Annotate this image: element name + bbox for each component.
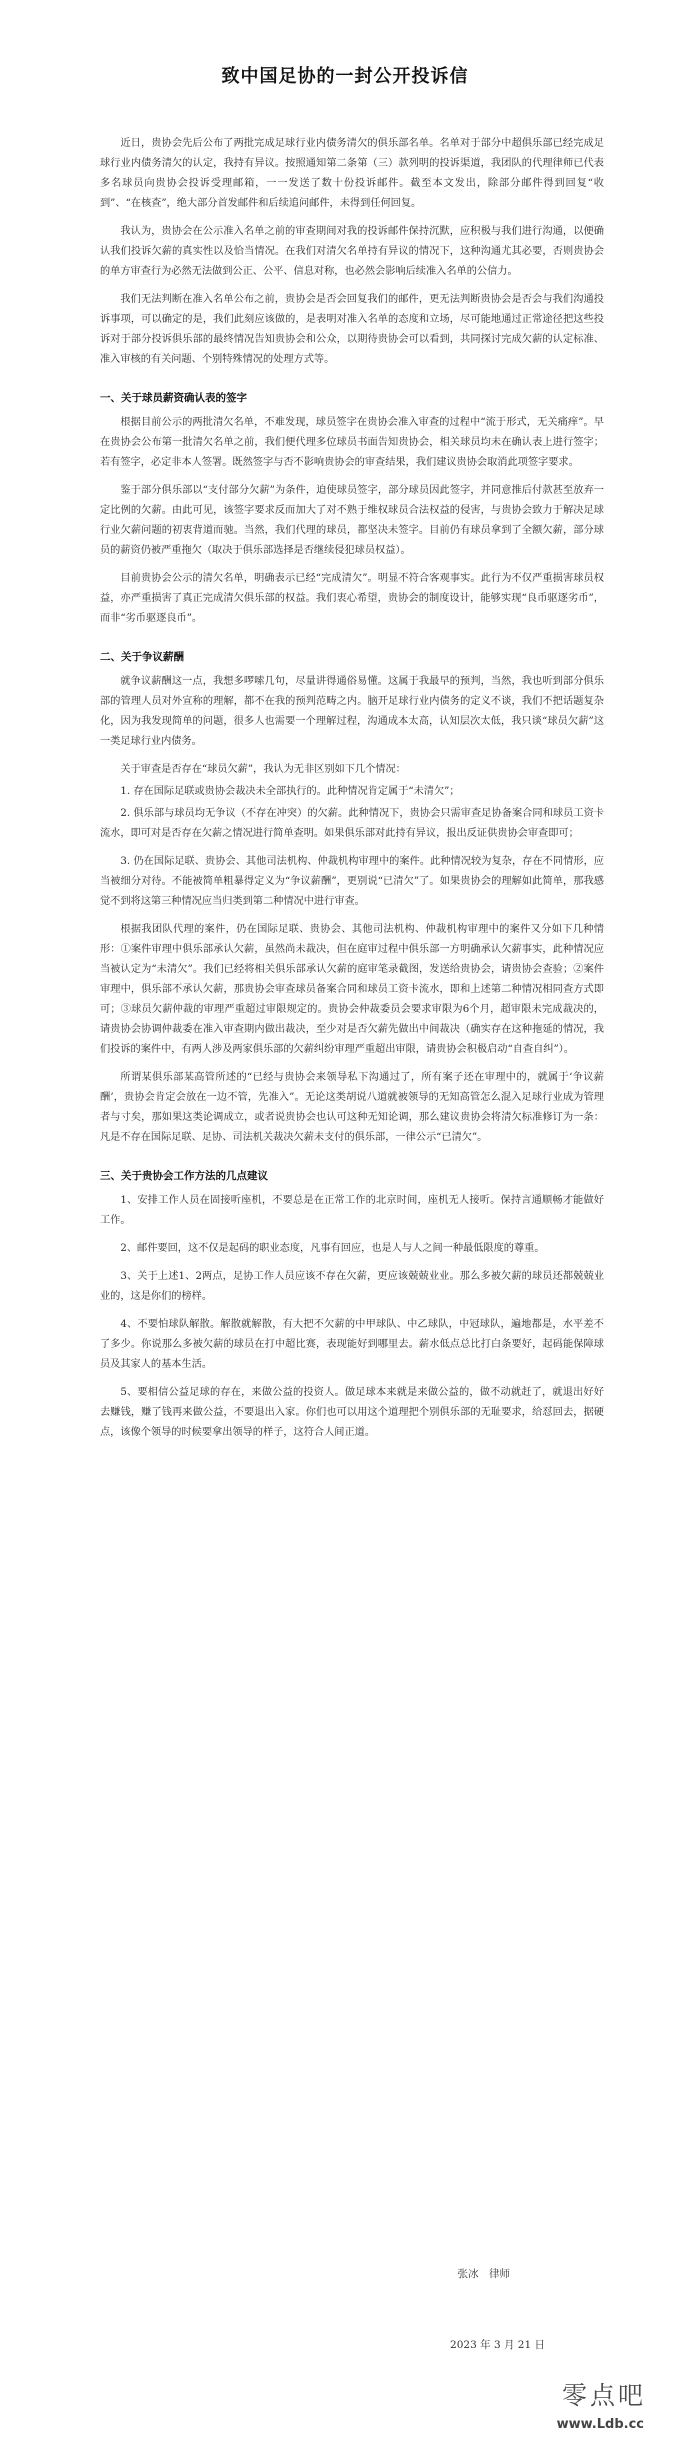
section-3-suggestion: 5、要相信公益足球的存在，来做公益的投资人。做足球本来就是来做公益的，做不动就赶了，就退出好好去赚钱，赚了钱再来做公益，不要退出入家。你们也可以用这个道理把个别俱乐部的无耻要求，给怼回去，据硬点，该像个领导的时候要拿出领导的样子，这符合人间正道。 bbox=[100, 1387, 604, 1438]
section-1-paragraph: 目前贵协会公示的清欠名单，明确表示已经“完成清欠”。明显不符合客观事实。此行为不仅严重损害球员权益，亦严重损害了真正完成清欠俱乐部的权益。我们衷心希望，贵协会的制度设计，能够实现“良币驱逐劣币”，而非“劣币驱逐良币”。 bbox=[100, 573, 604, 624]
intro-paragraph: 我认为，贵协会在公示准入名单之前的审查期间对我的投诉邮件保持沉默，应积极与我们进行沟通，以便确认我们投诉欠薪的真实性以及恰当情况。在我们对清欠名单持有异议的情况下，这种沟通尤其必要，否则贵协会的单方审查行为必然无法做到公正、公平、信息对称，也必然会影响后续准入名单的公信力。 bbox=[100, 226, 604, 277]
letter-title: 致中国足协的一封公开投诉信 bbox=[221, 66, 469, 87]
intro-block bbox=[100, 134, 604, 370]
section-2-paragraph: 就争议薪酬这一点，我想多啰嗦几句，尽量讲得通俗易懂。这属于我最早的预判，当然，我也听到部分俱乐部的管理人员对外宣称的理解，都不在我的预判范畴之内。脑开足球行业内债务的定义不谈，我们不把话题复杂化，因为我发现简单的问题，很多人也需要一个理解过程，沟通成本太高，认知层次太低，我只谈“球员欠薪”这一类足球行业内债务。 bbox=[100, 676, 604, 747]
section-heading-3: 三、关于贵协会工作方法的几点建议 bbox=[100, 1170, 268, 1182]
section-1-paragraph: 鉴于部分俱乐部以“支付部分欠薪”为条件，迫使球员签字，部分球员因此签字，并同意推后付款甚至放弃一定比例的欠薪。由此可见，该签字要求反而加大了对不熟于维权球员合法权益的侵害，与贵协会致力于解决足球行业欠薪问题的初衷背道而驰。当然，我们代理的球员，都坚决未签字。目前仍有球员拿到了全额欠薪，部分球员的薪资仍被严重拖欠（取决于俱乐部选择是否继续侵犯球员权益）。 bbox=[100, 485, 604, 556]
section-3-body bbox=[100, 1191, 604, 1443]
signature: 张冰 律师 bbox=[457, 2268, 510, 2280]
watermark-logo: 零点吧 bbox=[561, 2381, 646, 2410]
section-3-suggestion: 4、不要怕球队解散。解散就解散，有大把不欠薪的中甲球队、中乙球队，中冠球队，遍地都是，水平差不了多少。你说那么多被欠薪的球员在打中超比赛，表现能好到哪里去。薪水低点总比打白条要好，起码能保障球员及其家人的基本生活。 bbox=[100, 1319, 604, 1370]
section-3-suggestion: 3、关于上述1、2两点，足协工作人员应该不存在欠薪，更应该兢兢业业。那么多被欠薪的球员还都兢兢业业的，这是你们的榜样。 bbox=[100, 1271, 604, 1302]
section-2-list-item: 2. 俱乐部与球员均无争议（不存在冲突）的欠薪。此种情况下，贵协会只需审查足协备案合同和球员工资卡流水，即可对是否存在欠薪之情况进行简单查明。如果俱乐部对此持有异议，报出反证供贵协会审查即可； bbox=[100, 808, 604, 839]
section-1-body bbox=[100, 413, 604, 629]
section-2-list-item: 3. 仍在国际足联、贵协会、其他司法机构、仲裁机构审理中的案件。此种情况较为复杂，存在不同情形，应当被细分对待。不能被简单粗暴得定义为“争议薪酬”，更别说“已清欠”了。如果贵协会的理解如此简单，那我感觉不到将这第三种情况应当归类到第二种情况中进行审查。 bbox=[100, 856, 604, 907]
section-2-paragraph: 所谓某俱乐部某高管所述的“已经与贵协会来领导私下沟通过了，所有案子还在审理中的，就属于‘争议薪酬’，贵协会肯定会放在一边不管，先准入”。无论这类胡说八道就被领导的无知高管怎么混入足球行业成为管理者与寸矣，那如果这类论调成立，或者说贵协会也认可这种无知论调，那么建议贵协会将清欠标准修订为一条：凡是不存在国际足联、足协、司法机关裁决欠薪未支付的俱乐部，一律公示“已清欠”。 bbox=[100, 1072, 604, 1143]
intro-paragraph: 近日，贵协会先后公布了两批完成足球行业内债务清欠的俱乐部名单。名单对于部分中超俱乐部已经完成足球行业内债务清欠的认定，我持有异议。按照通知第二条第（三）款列明的投诉渠道，我团队的代理律师已代表多名球员向贵协会投诉受理邮箱，一一发送了数十份投诉邮件。截至本文发出，除部分邮件得到回复“收到”、“在核查”，绝大部分首发邮件和后续追问邮件，未得到任何回复。 bbox=[100, 138, 604, 209]
section-3-suggestion: 2、邮件要回，这不仅是起码的职业态度，凡事有回应，也是人与人之间一种最低限度的尊重。 bbox=[120, 1243, 545, 1254]
letter-date: 2023 年 3 月 21 日 bbox=[450, 2339, 545, 2351]
section-2-body bbox=[100, 672, 604, 1148]
watermark-url: www.Ldb.cc bbox=[556, 2417, 644, 2432]
section-2-paragraph: 关于审查是否存在“球员欠薪”，我认为无非区别如下几个情况： bbox=[120, 764, 406, 775]
section-heading-2: 二、关于争议薪酬 bbox=[100, 651, 184, 663]
section-1-paragraph: 根据目前公示的两批清欠名单，不难发现，球员签字在贵协会准入审查的过程中“流于形式，无关痛痒”。早在贵协会公布第一批清欠名单之前，我们便代理多位球员书面告知贵协会，相关球员均未在确认表上进行签字；若有签字，必定非本人签署。既然签字与否不影响贵协会的审查结果，我们建议贵协会取消此项签字要求。 bbox=[100, 417, 604, 468]
section-2-paragraph: 根据我团队代理的案件，仍在国际足联、贵协会、其他司法机构、仲裁机构审理中的案件又分如下几种情形：①案件审理中俱乐部承认欠薪，虽然尚未裁决，但在庭审过程中俱乐部一方明确承认欠薪事实，此种情况应当被认定为“未清欠”。我们已经将相关俱乐部承认欠薪的庭审笔录截图，发送给贵协会，请贵协会查验；②案件审理中，俱乐部不承认欠薪，那贵协会审查球员备案合同和球员工资卡流水，即和上述第二种情况相同查方式即可；③球员欠薪仲裁的审理严重超过审限规定的。贵协会仲裁委员会要求审限为6个月，超审限未完成裁决的，请贵协会协调仲裁委在准入审查期内做出裁决，至少对是否欠薪先做出中间裁决（确实存在这种拖延的情况，我们投诉的案件中，有两人涉及两家俱乐部的欠薪纠纷审理严重超出审限，请贵协会积极启动“自查自纠”）。 bbox=[100, 924, 604, 1055]
intro-paragraph: 我们无法判断在准入名单公布之前，贵协会是否会回复我们的邮件，更无法判断贵协会是否会与我们沟通投诉事项，可以确定的是，我们此刻应该做的，是表明对准入名单的态度和立场，尽可能地通过正常途径把这些投诉对于部分投诉俱乐部的最终情况告知贵协会和公众，以期待贵协会可以看到，共同探讨完成欠薪的认定标准、准入审核的有关问题、个别特殊情况的处理方式等。 bbox=[100, 294, 604, 365]
section-heading-1: 一、关于球员薪资确认表的签字 bbox=[100, 392, 247, 404]
section-3-suggestion: 1、安排工作人员在固接听座机，不要总是在正常工作的北京时间，座机无人接听。保持言通顺畅才能做好工作。 bbox=[100, 1195, 604, 1226]
section-2-list-item: 1. 存在国际足联或贵协会裁决未全部执行的。此种情况肯定属于“未清欠”； bbox=[120, 786, 460, 797]
